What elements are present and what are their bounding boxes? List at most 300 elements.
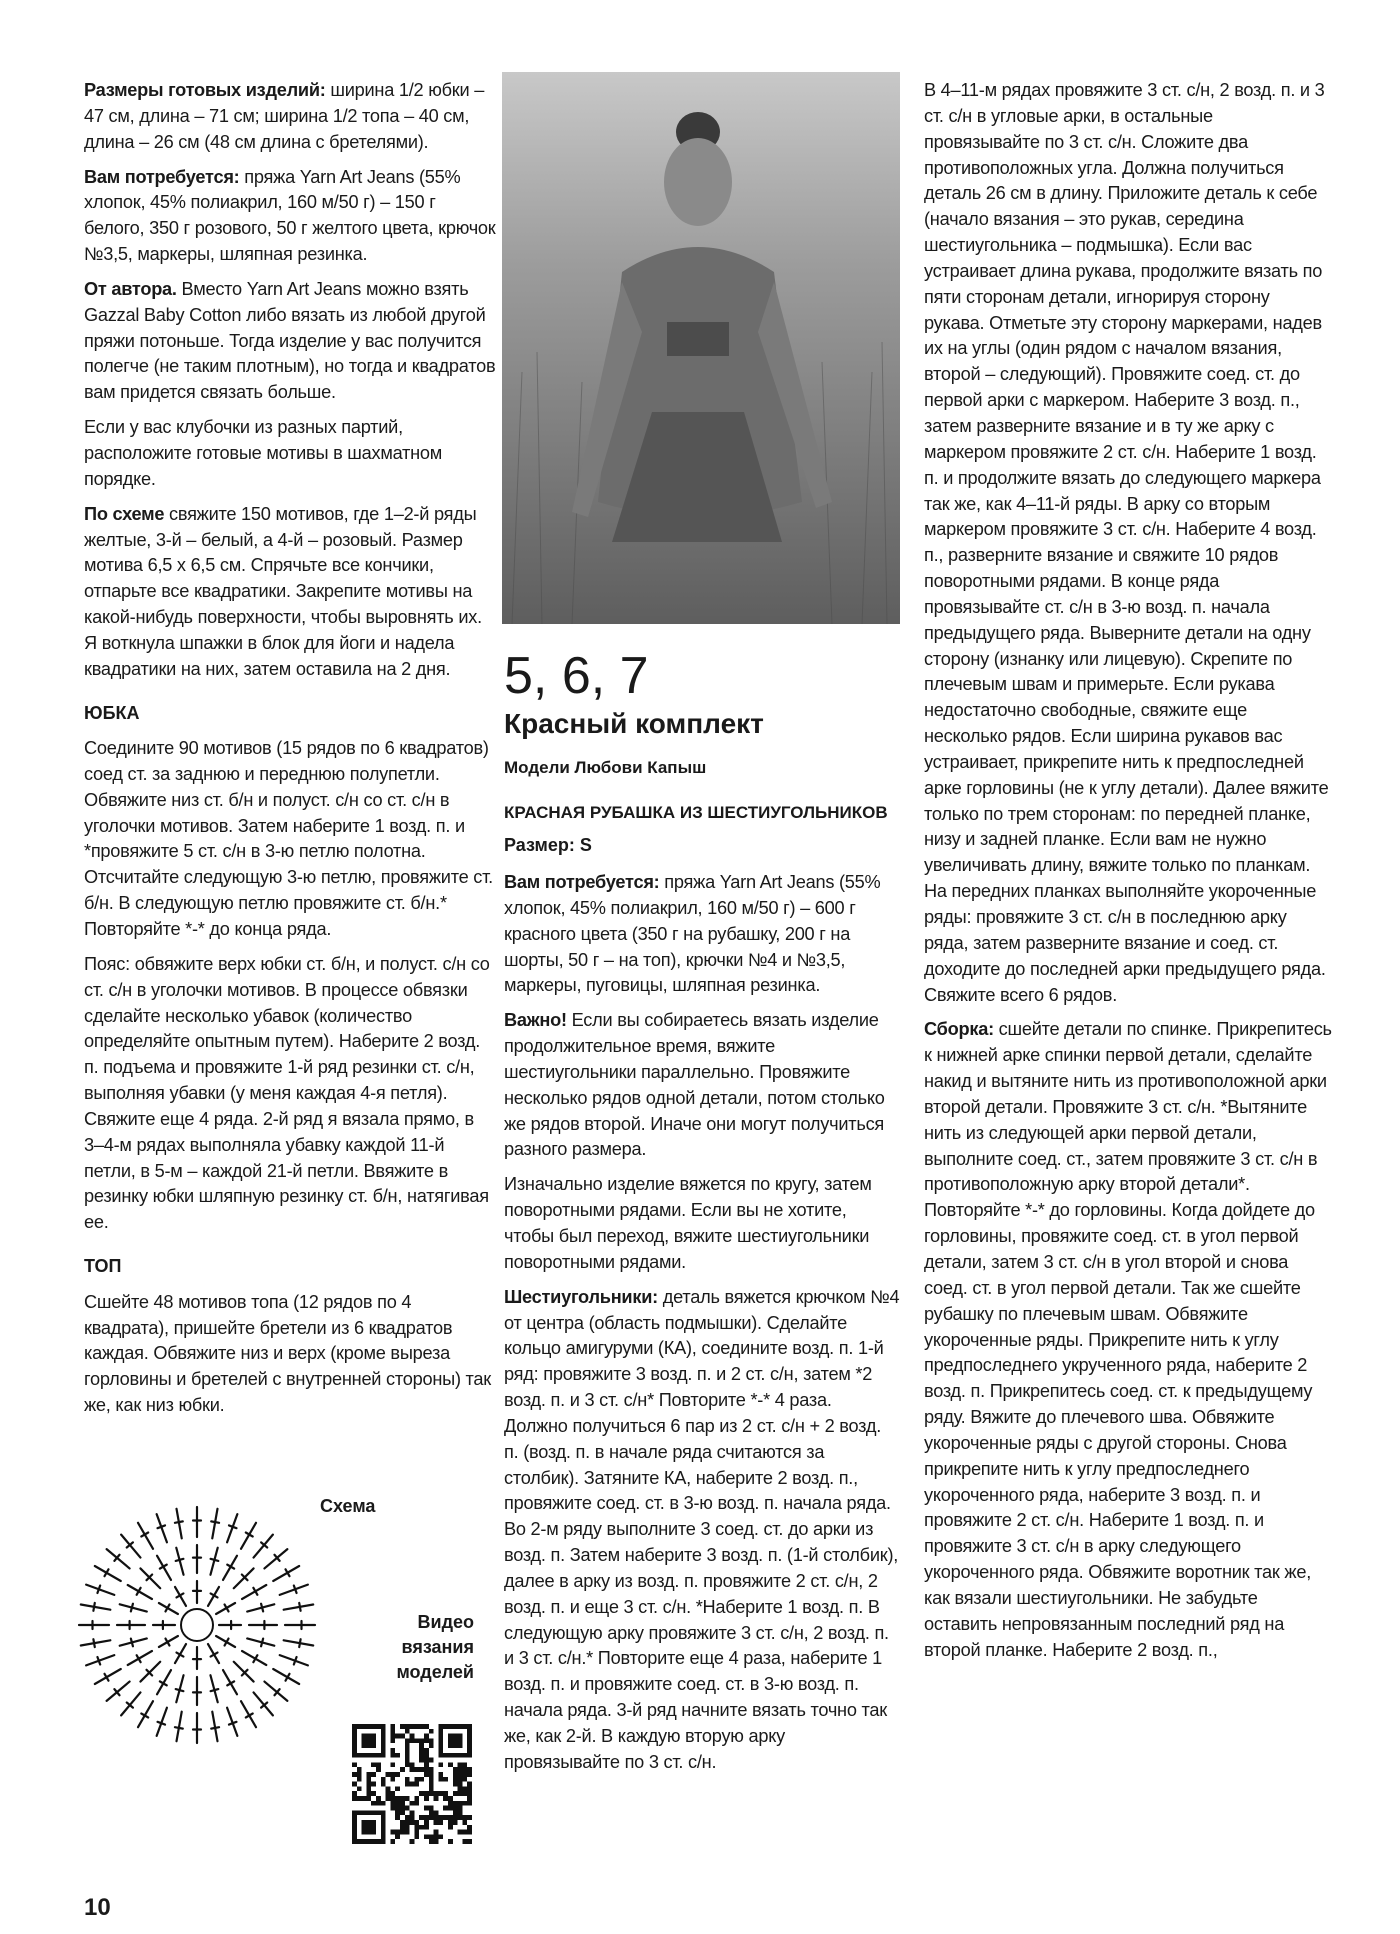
text-hexagons: деталь вяжется крючком №4 от центра (область подмышки). Сделайте кольцо амигуруми (КА), соедините возд. п. 1-й ряд: провяжите 3 возд. п. и 2 ст. с/н, затем *2 возд. п. и 3 ст. с/н* Повторите *-* 4 раза. Должно получиться 6 пар из 2 ст. с/н + 2 возд. п. (возд. п. в начале ряда считаются за столбик). Затяните КА, наберите 2 возд. п., провяжите соед. ст. в 3-ю возд. п. начала ряда. Во 2-м ряду выполните 3 соед. ст. до арки из возд. п. Затем наберите 3 возд. п. (1-й столбик), далее в арку из возд. п. провяжите 2 ст. с/н, 2 возд. п. и еще 3 ст. с/н. *Наберите 1 возд. п. В следующую арку провяжите 3 ст. с/н, 2 возд. п. и 3 ст. с/н.* Повторите еще 4 раза, наберите 1 возд. п. и провяжите соед. ст. в 3-ю возд. п. начала ряда. 3-й ряд начните вязать точно так же, как 2-й. В каждую вторую арку провязывайте по 3 ст. с/н. [504,1286,900,1772]
stitch-round-3-bar [158,1525,166,1528]
qr-module [414,1796,419,1801]
qr-module [357,1772,362,1777]
qr-module [352,1762,357,1767]
text-assembly: сшейте детали по спинке. Прикрепитесь к нижней арке спинки первой детали, сделайте накид и вытяните нить из противоположной арки второй детали. Провяжите 3 ст. с/н. *Вытяните нить из следующей арки первой детали, выполните соед. ст., затем провяжите 3 ст. с/н в противоположную арку второй детали*. Повторяйте *-* до горловины. Когда дойдете до горловины, провяжите соед. ст. в угол первой детали, затем 3 ст. с/н в угол второй и снова соед. ст. в угол первой детали. Так же сшейте рубашку по плечевым швам. Обвяжите укороченные ряды. Прикрепите нить к углу предпоследнего укрученного ряда, наберите 2 возд. п. Прикрепитесь соед. ст. к предыдущему ряду. Вяжите до плечевого шва. Обвяжите укороченные ряды с другой стороны. Снова прикрепите нить к углу предпоследнего укороченного ряда, наберите 3 возд. п. и провяжите 2 ст. с/н. Наберите 1 возд. п. и провяжите 3 ст. с/н в арку следующего укороченного ряда. Обвяжите воротник так же, как вязали шестиугольники. Не забудьте оставить непровязанным последний ряд на второй планке. Наберите 2 возд. п., [924,1019,1332,1660]
qr-module [414,1782,419,1787]
qr-module [405,1748,410,1753]
qr-module [429,1767,434,1772]
qr-module [405,1830,410,1835]
stitch-round-3 [273,1566,299,1581]
qr-module [429,1806,434,1811]
qr-module [424,1762,429,1767]
set-author: Модели Любови Капыш [504,758,707,777]
qr-module [371,1782,376,1787]
stitch-round-3-bar [93,1639,94,1647]
paragraph-sizes [84,78,496,156]
lead-shirt-materials: Вам потребуется: [504,872,660,892]
qr-module [424,1767,429,1772]
qr-module [395,1810,400,1815]
qr-module [405,1782,410,1787]
qr-finder [467,1724,472,1758]
qr-module [400,1734,405,1739]
qr-module [434,1815,439,1820]
qr-module [390,1748,395,1753]
stitch-round-3 [264,1549,287,1568]
qr-module [458,1815,463,1820]
qr-module [395,1796,400,1801]
lead-assembly: Сборка: [924,1019,994,1040]
qr-module [405,1815,410,1820]
qr-module [462,1772,467,1777]
qr-module [462,1801,467,1806]
qr-module [390,1830,395,1835]
qr-module [390,1734,395,1739]
qr-finder [352,1753,386,1758]
qr-finder [352,1810,386,1815]
qr-module [400,1830,405,1835]
qr-module [414,1738,419,1743]
qr-module [410,1815,415,1820]
shirt-heading: КРАСНАЯ РУБАШКА ИЗ ШЕСТИУГОЛЬНИКОВ [504,803,888,822]
qr-module [458,1777,463,1782]
qr-module [438,1777,443,1782]
stitch-round-3 [121,1535,140,1558]
qr-module [371,1772,376,1777]
qr-module [395,1772,400,1777]
paragraph-round-knitting: Изначально изделие вяжется по кругу, затем поворотными рядами. Если вы не хотите, чтобы был переход, вяжите шестиугольники поворотными рядами. [504,1174,872,1272]
qr-module [414,1724,419,1729]
qr-module [467,1782,472,1787]
qr-module [386,1796,391,1801]
stitch-round-2-bar [131,1639,133,1647]
stitch-round-3-bar [229,1722,237,1725]
stitch-round-3 [107,1682,130,1701]
qr-module [458,1801,463,1806]
text-shirt-materials: пряжа Yarn Art Jeans (55% хлопок, 45% полиакрил, 160 м/50 г) – 600 г красного цвета (350 г на рубашку, 200 г на шорты, 50 г – на топ), крючки №4 и №3,5, маркеры, пуговицы, шляпная резинка. [504,872,881,996]
qr-module [458,1791,463,1796]
qr-module [357,1767,362,1772]
qr-module [462,1791,467,1796]
qr-finder [438,1724,443,1758]
qr-module [424,1796,429,1801]
column-middle [504,870,900,1785]
stitch-round-2 [234,1568,254,1588]
qr-module [462,1767,467,1772]
lead-important: Важно! [504,1010,567,1031]
qr-module [414,1825,419,1830]
stitch-round-3-bar [294,1657,297,1665]
qr-finder [381,1724,386,1758]
stitch-round-3-bar [211,1727,219,1728]
lead-materials: Вам потребуется: [84,166,240,187]
qr-module [400,1810,405,1815]
lead-scheme: По схеме [84,503,165,524]
qr-module [390,1839,395,1844]
qr-module [400,1767,405,1772]
qr-module [414,1834,419,1839]
paragraph-assembly [924,1017,1332,1663]
video-label: Видео вязания моделей [396,1612,474,1683]
qr-module [434,1830,439,1835]
qr-module [395,1786,400,1791]
qr-module [424,1806,429,1811]
qr-module [467,1786,472,1791]
qr-module [410,1810,415,1815]
qr-module [400,1820,405,1825]
set-number: 5, 6, 7 [504,647,649,705]
qr-module [443,1791,448,1796]
qr-module [448,1796,453,1801]
qr-module [366,1796,371,1801]
stitch-round-3-bar [299,1603,300,1611]
qr-module [448,1762,453,1767]
paragraph-materials [84,165,496,268]
qr-module [400,1801,405,1806]
qr-module [424,1758,429,1763]
stitch-round-3 [284,1605,314,1610]
qr-module [458,1767,463,1772]
paragraph-hexagons [504,1285,900,1776]
stitch-round-3 [95,1669,121,1684]
qr-module [458,1782,463,1787]
qr-module [424,1753,429,1758]
paragraph-skirt: Соедините 90 мотивов (15 рядов по 6 квадратов) соед ст. за заднюю и переднюю полупетли. Обвяжите низ ст. б/н и полуст. с/н со ст. с/н в уголочки мотивов. Затем наберите 1 возд. п. и *провяжите 5 ст. с/н в 3-ю петлю полотна. Отсчитайте следующую 3-ю петлю, провяжите ст. б/н. В следующую петлю провяжите ст. б/н.* Повторяйте *-* до конца ряда. [84,738,493,940]
qr-module [419,1738,424,1743]
stitch-round-3 [273,1669,299,1684]
stitch-round-3 [254,1535,273,1558]
qr-module [366,1791,371,1796]
qr-module [405,1729,410,1734]
qr-module [453,1820,458,1825]
qr-module [443,1796,448,1801]
stitch-round-3-bar [294,1586,297,1594]
qr-module [390,1729,395,1734]
qr-module [443,1777,448,1782]
qr-module [424,1734,429,1739]
qr-module [414,1801,419,1806]
qr-module [419,1815,424,1820]
stitch-round-2-bar [261,1604,263,1612]
size-line: Размер: S [504,835,592,855]
qr-module [443,1806,448,1811]
stitch-round-2 [234,1662,254,1682]
heading-skirt: ЮБКА [84,702,140,723]
qr-module [448,1839,453,1844]
qr-module [424,1834,429,1839]
qr-module [438,1762,443,1767]
qr-module [429,1839,434,1844]
qr-module [429,1777,434,1782]
qr-module [410,1782,415,1787]
qr-module [434,1810,439,1815]
qr-module [381,1801,386,1806]
qr-module [405,1777,410,1782]
qr-module [467,1815,472,1820]
qr-module [400,1724,405,1729]
stitch-round-3 [212,1509,217,1539]
qr-module [410,1724,415,1729]
qr-module [371,1791,376,1796]
paragraph-belt: Пояс: обвяжите верх юбки ст. б/н, и полуст. с/н со ст. с/н в уголочки мотивов. В процессе обвязки сделайте несколько убавок (количество определяйте опытным путем). Наберите 2 возд. п. подъема и провяжите 1-й ряд резинки ст. с/н, выполняя убавки (у меня каждая 4-я петля). Свяжите еще 4 ряда. 2-й ряд я вязала прямо, в 3–4-м рядах выполняла убавку каждой 11-й петли, в 5-м – каждой 21-й петли. Ввяжите в резинку юбки шляпную резинку ст. б/н, натягивая ее. [84,953,490,1233]
stitch-round-3-bar [229,1525,237,1528]
stitch-round-3 [177,1712,182,1742]
stitch-round-2 [140,1662,160,1682]
qr-module [405,1738,410,1743]
qr-module [424,1772,429,1777]
qr-module [434,1834,439,1839]
stitch-round-3-bar [158,1722,166,1725]
qr-module [434,1839,439,1844]
text-sizes: ширина 1/2 юбки – 47 см, длина – 71 см; ширина 1/2 топа – 40 см, длина – 26 см (48 см длина с бретелями). [84,80,485,152]
qr-module [453,1815,458,1820]
qr-module [390,1801,395,1806]
stitch-round-3-bar [97,1657,100,1665]
qr-module [448,1815,453,1820]
qr-module [424,1815,429,1820]
stitch-round-2-bar [176,1689,184,1691]
qr-finder [352,1724,386,1729]
qr-module [376,1796,381,1801]
qr-module [357,1777,362,1782]
qr-module [453,1767,458,1772]
qr-module [429,1786,434,1791]
qr-module [405,1758,410,1763]
stitch-round-2-bar [211,1559,219,1561]
column-right [924,78,1332,1672]
stitch-round-2-bar [261,1639,263,1647]
stitch-round-3 [284,1640,314,1645]
qr-module [400,1796,405,1801]
qr-module [448,1825,453,1830]
paragraph-top: Сшейте 48 мотивов топа (12 рядов по 4 квадрата), пришейте бретели из 6 квадратов каждая. Обвяжите низ и верх (кроме выреза горловины и бретелей с внутренней стороны) так же, как низ юбки. [84,1291,492,1416]
qr-module [366,1772,371,1777]
qr-module [405,1724,410,1729]
qr-module [395,1753,400,1758]
qr-module [448,1801,453,1806]
qr-module [424,1791,429,1796]
qr-module [434,1791,439,1796]
stitch-round-3-bar [175,1727,183,1728]
paragraph-important [504,1008,900,1163]
qr-module [429,1743,434,1748]
qr-module [429,1758,434,1763]
qr-module [419,1758,424,1763]
qr-module [462,1762,467,1767]
qr-module [458,1830,463,1835]
qr-module [410,1734,415,1739]
stitch-round-3 [241,1701,256,1727]
qr-module [366,1782,371,1787]
stitch-round-2-bar [176,1559,184,1561]
qr-module [429,1738,434,1743]
lead-author-note: От автора. [84,278,177,299]
qr-module [429,1791,434,1796]
stitch-round-3 [107,1549,130,1568]
stitch-round-3 [81,1640,111,1645]
text-important: Если вы собираетесь вязать изделие продолжительное время, вяжите шестиугольники параллельно. Провяжите несколько рядов одной детали, потом столько же рядов второй. Иначе они могут получиться разного размера. [504,1010,885,1160]
stitch-round-3 [254,1692,273,1715]
qr-module [438,1834,443,1839]
qr-module [462,1815,467,1820]
qr-module [424,1738,429,1743]
qr-module [434,1820,439,1825]
qr-module [410,1767,415,1772]
paragraph-shirt-materials [504,870,900,999]
qr-module [381,1782,386,1787]
qr-module [453,1801,458,1806]
qr-module [429,1729,434,1734]
stitch-round-3 [241,1523,256,1549]
qr-module [419,1724,424,1729]
qr-module [395,1806,400,1811]
qr-module [405,1753,410,1758]
qr-finder [362,1820,376,1834]
qr-module [424,1748,429,1753]
qr-module [381,1777,386,1782]
qr-finder [362,1734,376,1748]
qr-module [453,1791,458,1796]
qr-module [371,1801,376,1806]
qr-module [410,1738,415,1743]
qr-module [458,1772,463,1777]
qr-module [386,1791,391,1796]
qr-module [419,1791,424,1796]
qr-module [448,1820,453,1825]
qr-module [390,1738,395,1743]
qr-module [366,1786,371,1791]
qr-module [405,1796,410,1801]
qr-module [405,1806,410,1811]
qr-module [405,1762,410,1767]
qr-module [357,1796,362,1801]
qr-module [386,1772,391,1777]
chart-center-ring [181,1609,213,1641]
qr-module [405,1820,410,1825]
qr-module [419,1748,424,1753]
lead-sizes: Размеры готовых изделий: [84,80,326,100]
qr-module [419,1753,424,1758]
stitch-round-3 [138,1523,153,1549]
qr-module [390,1772,395,1777]
qr-module [376,1767,381,1772]
qr-finder [438,1753,472,1758]
qr-module [443,1815,448,1820]
qr-module [424,1724,429,1729]
qr-module [410,1801,415,1806]
qr-module [419,1825,424,1830]
qr-module [458,1806,463,1811]
qr-module [424,1820,429,1825]
stitch-round-3 [212,1712,217,1742]
qr-module [429,1815,434,1820]
stitch-round-3 [264,1682,287,1701]
lead-hexagons: Шестиугольники: [504,1286,658,1307]
qr-finder [448,1734,462,1748]
qr-module [458,1810,463,1815]
qr-module [458,1762,463,1767]
qr-module [390,1791,395,1796]
qr-module [414,1767,419,1772]
qr-module [419,1767,424,1772]
stitch-round-3 [177,1509,182,1539]
qr-module [429,1772,434,1777]
stitch-round-3-bar [93,1603,94,1611]
paragraph-scheme [84,502,496,683]
qr-module [390,1806,395,1811]
qr-module [395,1815,400,1820]
qr-module [448,1806,453,1811]
qr-module [453,1772,458,1777]
qr-module [400,1825,405,1830]
set-title: Красный комплект [504,708,764,739]
qr-module [376,1762,381,1767]
qr-module [390,1762,395,1767]
qr-finder [381,1810,386,1844]
qr-module [390,1724,395,1729]
qr-code-image[interactable] [352,1724,472,1844]
qr-module [429,1810,434,1815]
qr-module [419,1743,424,1748]
qr-module [376,1801,381,1806]
model-photo [502,72,900,624]
scheme-label: Схема [320,1496,376,1516]
stitch-round-2 [140,1568,160,1588]
text-scheme: свяжите 150 мотивов, где 1–2-й ряды желтые, 3-й – белый, а 4-й – розовый. Размер мотива 6,5 х 6,5 см. Спрячьте все кончики, отпарьте все квадратики. Закрепите мотивы на какой-нибудь поверхности, чтобы выровнять их. Я воткнула шпажки в блок для йоги и надела квадратики на них, затем оставила на 2 дня. [84,503,482,679]
qr-module [414,1830,419,1835]
qr-module [390,1796,395,1801]
qr-module [352,1796,357,1801]
qr-module [453,1806,458,1811]
stitch-round-3 [121,1692,140,1715]
qr-module [405,1825,410,1830]
qr-module [462,1830,467,1835]
qr-module [352,1772,357,1777]
qr-module [405,1743,410,1748]
text-author-note: Вместо Yarn Art Jeans можно взять Gazzal Baby Cotton либо вязать из любой другой пряжи потоньше. Тогда изделие у вас получится полегче (не таким плотным), но тогда и квадратов вам придется связать больше. [84,278,496,403]
column-left [84,78,496,1428]
qr-module [352,1791,357,1796]
qr-module [395,1734,400,1739]
qr-module [438,1820,443,1825]
qr-module [467,1772,472,1777]
qr-module [410,1820,415,1825]
stitch-round-3-bar [97,1586,100,1594]
qr-module [462,1820,467,1825]
qr-module [462,1777,467,1782]
page-number: 10 [84,1894,111,1921]
qr-module [453,1777,458,1782]
qr-module [362,1796,367,1801]
qr-module [414,1777,419,1782]
stitch-round-3 [81,1605,111,1610]
heading-top: ТОП [84,1256,122,1277]
qr-module [467,1825,472,1830]
stitch-round-3-bar [299,1639,300,1647]
paragraph-author-note [84,277,496,406]
qr-module [467,1767,472,1772]
qr-module [458,1786,463,1791]
qr-module [467,1839,472,1844]
qr-module [414,1820,419,1825]
stitch-round-3 [95,1566,121,1581]
qr-module [371,1762,376,1767]
stitch-round-2-bar [131,1604,133,1612]
qr-module [424,1825,429,1830]
qr-module [467,1796,472,1801]
stitch-round-3 [138,1701,153,1727]
qr-module [357,1786,362,1791]
stitch-round-3-bar [211,1521,219,1522]
